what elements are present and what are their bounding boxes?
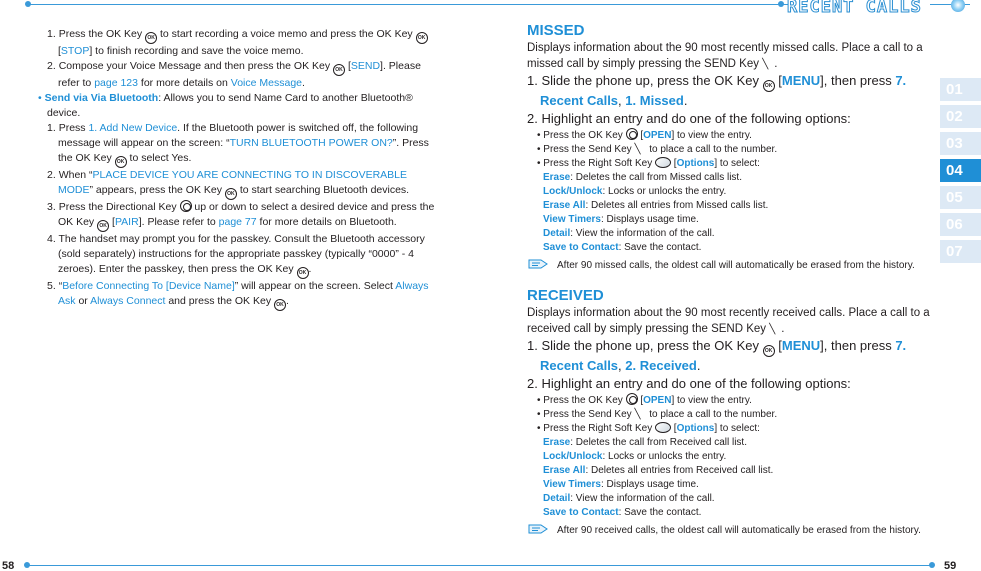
chapter-index	[940, 78, 981, 267]
bluetooth-step-1: 1. Press 1. Add New Device. If the Bluetooth power is switched off, the following message will appear on the screen: “TURN BLUETOOTH POWER ON?”. Press the OK Key OK to select Yes.	[30, 121, 440, 168]
missed-menu-path: 1. Missed	[625, 93, 684, 108]
missed-description: Displays information about the 90 most recently missed calls. Place a call to a missed call by simply pressing the SEND Key ╲ .	[527, 42, 923, 70]
recent-calls-menu-path: 7. Recent Calls	[540, 338, 907, 373]
page-link[interactable]: page 77	[218, 216, 257, 228]
bluetooth-step-5: 5. “Before Connecting To [Device Name]” will appear on the screen. Select Always Ask or Always Connect and press the OK Key OK .	[30, 279, 440, 311]
chapter-tab-02[interactable]: 02	[940, 105, 981, 128]
right-soft-key-icon	[655, 157, 671, 168]
received-menu-path: 2. Received	[625, 358, 697, 373]
missed-option-send: • Press the Send Key ╲ to place a call to the number.	[537, 144, 778, 155]
ok-key-icon	[626, 393, 638, 405]
note-icon	[527, 257, 549, 271]
header-rule-left	[28, 4, 788, 5]
received-suboption-save: Save to Contact: Save the contact.	[543, 507, 702, 518]
missed-step-2: 2. Highlight an entry and do one of the following options:	[527, 111, 851, 126]
received-suboption-erase: Erase: Deletes the call from Received call list.	[543, 437, 747, 448]
bluetooth-step-4: 4. The handset may prompt you for the passkey. Consult the Bluetooth accessory (sold separately) instructions for the appropriate passkey (typically “0000” - 4 zeroes). Enter the passkey, then press the OK Key OK .	[30, 232, 440, 279]
received-option-softkey: • Press the Right Soft Key [Options] to select:	[537, 423, 760, 434]
send-key-icon: ╲	[769, 324, 776, 335]
received-suboption-erase-all: Erase All: Deletes all entries from Received call list.	[543, 465, 774, 476]
received-option-send: • Press the Send Key ╲ to place a call to the number.	[537, 409, 778, 420]
chapter-tab-01[interactable]: 01	[940, 78, 981, 101]
send-key-icon: ╲	[762, 59, 769, 70]
footer-rule	[28, 565, 930, 566]
header-glow-icon	[951, 0, 965, 12]
right-page-content	[527, 22, 932, 538]
received-step-1: 1. Slide the phone up, press the OK Key OK [MENU], then press 7. Recent Calls, 2. Received.	[527, 338, 907, 373]
header-dot-right	[778, 1, 784, 7]
bluetooth-step-3: 3. Press the Directional Key up or down to select a desired device and press the OK Key OK [PAIR]. Please refer to page 77 for more details on Bluetooth.	[30, 200, 440, 232]
missed-heading: MISSED	[527, 22, 585, 39]
footer-dot-right	[929, 562, 935, 568]
ok-key-icon: OK	[416, 32, 428, 44]
voice-step-2: 2. Compose your Voice Message and then press the OK Key OK [SEND]. Please refer to page 123 for more details on Voice Message.	[47, 60, 421, 89]
left-page-content	[30, 27, 440, 311]
voice-step-1: 1. Press the OK Key OK to start recording a voice memo and press the OK Key OK [STOP] to finish recording and save the voice memo.	[30, 27, 440, 59]
missed-suboption-erase: Erase: Deletes the call from Missed calls list.	[543, 172, 742, 183]
received-suboption-detail: Detail: View the information of the call.	[543, 493, 715, 504]
chapter-tab-06[interactable]: 06	[940, 213, 981, 236]
recent-calls-menu-path: 7. Recent Calls	[540, 73, 907, 108]
bluetooth-bullet: • Send via Via Bluetooth: Allows you to send Name Card to another Bluetooth® device.	[38, 92, 413, 119]
ok-key-icon: OK	[145, 32, 157, 44]
received-note: After 90 received calls, the oldest call will automatically be erased from the history.	[527, 524, 932, 538]
missed-suboption-save: Save to Contact: Save the contact.	[543, 242, 702, 253]
send-key-icon: ╲	[634, 144, 641, 155]
chapter-tab-05[interactable]: 05	[940, 186, 981, 209]
ok-key-icon: OK	[97, 220, 109, 232]
ok-key-icon: OK	[274, 299, 286, 311]
missed-step-1: 1. Slide the phone up, press the OK Key OK [MENU], then press 7. Recent Calls, 1. Missed.	[527, 73, 907, 108]
directional-key-icon	[180, 200, 192, 212]
right-soft-key-icon	[655, 422, 671, 433]
page-number-right: 59	[944, 560, 957, 571]
received-description: Displays information about the 90 most recently received calls. Place a call to a received call by simply pressing the SEND Key ╲ .	[527, 307, 930, 335]
received-heading: RECEIVED	[527, 287, 604, 304]
ok-key-icon	[626, 128, 638, 140]
received-suboption-view-timers: View Timers: Displays usage time.	[543, 479, 699, 490]
missed-note: After 90 missed calls, the oldest call will automatically be erased from the history.	[527, 259, 932, 273]
header-title: RECENT CALLS	[787, 0, 922, 17]
received-option-open: • Press the OK Key [OPEN] to view the entry.	[537, 395, 752, 406]
ok-key-icon: OK	[115, 156, 127, 168]
page-link[interactable]: page 123	[94, 77, 138, 89]
missed-suboption-detail: Detail: View the information of the call.	[543, 228, 715, 239]
add-new-device-link[interactable]: 1. Add New Device	[88, 122, 178, 134]
ok-key-icon: OK	[297, 267, 309, 279]
ok-key-icon: OK	[763, 80, 775, 92]
missed-suboption-lock: Lock/Unlock: Locks or unlocks the entry.	[543, 186, 727, 197]
header-dot-left	[25, 1, 31, 7]
received-suboption-lock: Lock/Unlock: Locks or unlocks the entry.	[543, 451, 727, 462]
send-key-icon: ╲	[634, 409, 641, 420]
missed-option-softkey: • Press the Right Soft Key [Options] to select:	[537, 158, 760, 169]
missed-suboption-erase-all: Erase All: Deletes all entries from Missed calls list.	[543, 200, 769, 211]
received-step-2: 2. Highlight an entry and do one of the following options:	[527, 376, 851, 391]
missed-suboption-view-timers: View Timers: Displays usage time.	[543, 214, 699, 225]
ok-key-icon: OK	[225, 188, 237, 200]
ok-key-icon: OK	[333, 64, 345, 76]
chapter-tab-07[interactable]: 07	[940, 240, 981, 263]
voice-message-link[interactable]: Voice Message	[230, 77, 303, 89]
chapter-tab-04[interactable]: 04	[940, 159, 981, 182]
ok-key-icon: OK	[763, 345, 775, 357]
chapter-tab-03[interactable]: 03	[940, 132, 981, 155]
note-icon	[527, 522, 549, 536]
send-via-bluetooth-label: Send via Via Bluetooth	[44, 92, 159, 104]
page-number-left: 58	[2, 560, 15, 571]
always-ask-option: Always Ask	[58, 280, 429, 307]
missed-option-open: • Press the OK Key [OPEN] to view the entry.	[537, 130, 752, 141]
always-connect-option: Always Connect	[90, 295, 166, 307]
bluetooth-step-2: 2. When “PLACE DEVICE YOU ARE CONNECTING TO IN DISCOVERABLE MODE” appears, press the OK Key OK to start searching Bluetooth devices.	[30, 168, 440, 200]
